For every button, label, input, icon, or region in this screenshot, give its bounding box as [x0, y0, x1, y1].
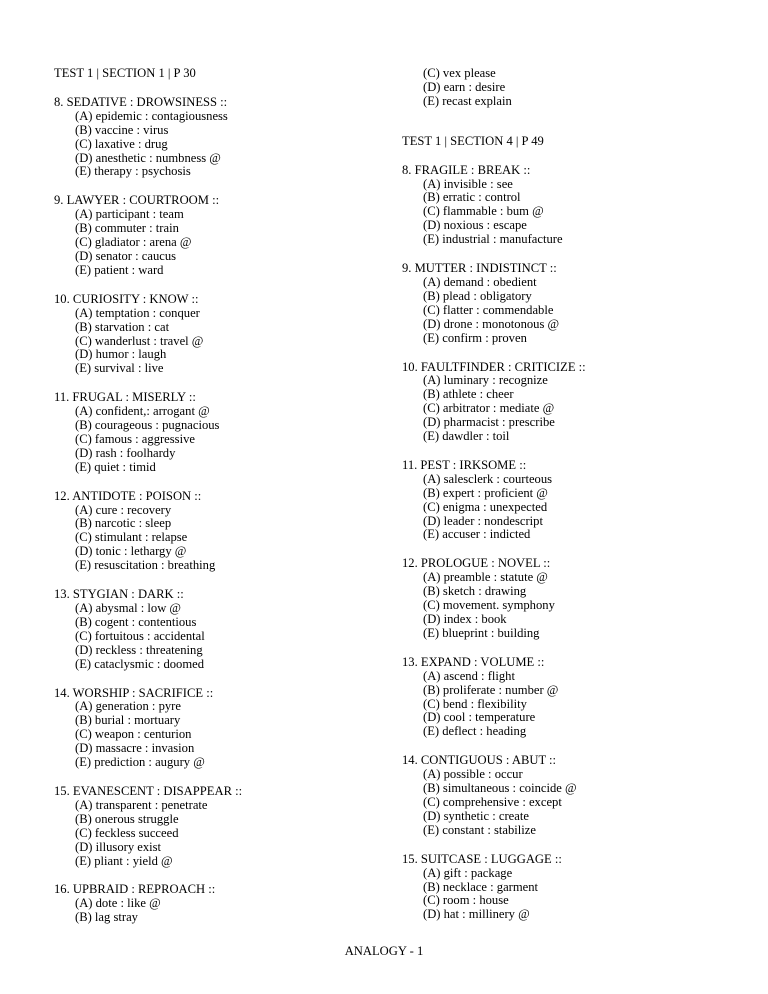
answer-option: (B) athlete : cheer [423, 387, 514, 402]
answer-option: (A) possible : occur [423, 767, 523, 782]
question-stem: 10. FAULTFINDER : CRITICIZE :: [402, 359, 586, 374]
question-stem: 15. EVANESCENT : DISAPPEAR :: [54, 783, 243, 798]
answer-option: (D) leader : nondescript [423, 513, 543, 528]
answer-option: (C) gladiator : arena @ [75, 235, 192, 250]
answer-options [402, 473, 742, 543]
question [54, 293, 384, 376]
question-stem: 11. FRUGAL : MISERLY :: [54, 390, 196, 405]
question [402, 361, 742, 444]
question-list [54, 96, 384, 925]
question-list [402, 164, 742, 923]
answer-option: (E) resuscitation : breathing [75, 558, 216, 573]
answer-option: (B) plead : obligatory [423, 288, 532, 303]
question [402, 853, 742, 923]
question-stem: 13. STYGIAN : DARK :: [54, 587, 184, 602]
answer-option: (C) laxative : drug [75, 136, 168, 151]
answer-option: (B) lag stray [75, 910, 138, 925]
answer-option: (E) dawdler : toil [423, 429, 510, 444]
answer-option: (D) hat : millinery @ [423, 907, 530, 922]
answer-options [402, 768, 742, 838]
answer-option: (C) wanderlust : travel @ [75, 333, 204, 348]
answer-option: (B) proliferate : number @ [423, 682, 559, 697]
question [402, 754, 742, 837]
answer-option: (A) transparent : penetrate [75, 797, 208, 812]
answer-option: (E) accuser : indicted [423, 527, 531, 542]
answer-options [402, 571, 742, 641]
question [402, 459, 742, 542]
answer-option: (D) reckless : threatening [75, 642, 203, 657]
question [402, 656, 742, 739]
answer-option: (C) movement. symphony [423, 598, 555, 613]
answer-option: (A) confident,: arrogant @ [75, 404, 210, 419]
answer-option: (B) narcotic : sleep [75, 516, 172, 531]
question-stem: 12. ANTIDOTE : POISON :: [54, 488, 202, 503]
answer-option: (C) enigma : unexpected [423, 499, 548, 514]
answer-option: (E) cataclysmic : doomed [75, 656, 205, 671]
question-stem: 14. WORSHIP : SACRIFICE :: [54, 685, 214, 700]
answer-option: (A) temptation : conquer [75, 305, 200, 320]
answer-options [54, 799, 384, 869]
answer-option: (B) burial : mortuary [75, 713, 181, 728]
answer-options [54, 897, 384, 925]
answer-options [54, 602, 384, 672]
answer-option: (C) feckless succeed [75, 825, 179, 840]
answer-option: (D) noxious : escape [423, 218, 527, 233]
left-column [54, 67, 384, 940]
answer-option: (E) prediction : augury @ [75, 755, 205, 770]
answer-option: (E) constant : stabilize [423, 822, 536, 837]
answer-options [402, 374, 742, 444]
answer-option: (E) patient : ward [75, 262, 164, 277]
question-stem: 14. CONTIGUOUS : ABUT :: [402, 753, 557, 768]
answer-option: (E) confirm : proven [423, 330, 527, 345]
answer-option: (A) generation : pyre [75, 699, 181, 714]
answer-option: (D) humor : laugh [75, 347, 167, 362]
answer-option: (C) famous : aggressive [75, 431, 195, 446]
answer-option: (D) massacre : invasion [75, 741, 195, 756]
answer-options [402, 670, 742, 740]
section-title: TEST 1 | SECTION 4 | P 49 [402, 133, 544, 148]
answer-options [54, 307, 384, 377]
question [402, 557, 742, 640]
answer-options [54, 110, 384, 180]
answer-options [54, 700, 384, 770]
answer-options [54, 504, 384, 574]
answer-option: (C) fortuitous : accidental [75, 628, 205, 643]
answer-options [54, 208, 384, 278]
page-footer: ANALOGY - 1 [344, 944, 424, 958]
question [54, 391, 384, 474]
answer-options [402, 276, 742, 346]
question [402, 164, 742, 247]
right-column [402, 67, 742, 937]
question-stem: 8. FRAGILE : BREAK :: [402, 162, 531, 177]
answer-option: (C) room : house [423, 893, 509, 908]
answer-option: (D) earn : desire [423, 79, 506, 94]
question [54, 588, 384, 671]
answer-option: (C) arbitrator : mediate @ [423, 401, 555, 416]
question-stem: 15. SUITCASE : LUGGAGE :: [402, 851, 562, 866]
answer-option: (C) weapon : centurion [75, 727, 192, 742]
question [54, 883, 384, 925]
answer-option: (A) demand : obedient [423, 274, 537, 289]
answer-option: (B) erratic : control [423, 190, 521, 205]
question [54, 194, 384, 277]
answer-option: (B) onerous struggle [75, 811, 179, 826]
answer-option: (B) expert : proficient @ [423, 485, 548, 500]
answer-option: (A) preamble : statute @ [423, 570, 548, 585]
answer-option: (A) invisible : see [423, 176, 513, 191]
answer-option: (B) starvation : cat [75, 319, 170, 334]
question [54, 687, 384, 770]
answer-option: (B) sketch : drawing [423, 584, 527, 599]
answer-options [402, 178, 742, 248]
question [54, 785, 384, 868]
answer-option: (D) tonic : lethargy @ [75, 544, 187, 559]
answer-option: (C) comprehensive : except [423, 794, 562, 809]
question-stem: 10. CURIOSITY : KNOW :: [54, 291, 199, 306]
answer-option: (A) epidemic : contagiousness [75, 108, 228, 123]
answer-option: (E) recast explain [423, 93, 512, 108]
answer-option: (E) survival : live [75, 361, 164, 376]
answer-option: (C) stimulant : relapse [75, 530, 188, 545]
answer-option: (C) flammable : bum @ [423, 204, 544, 219]
answer-option: (B) simultaneous : coincide @ [423, 781, 577, 796]
answer-option: (D) anesthetic : numbness @ [75, 150, 221, 165]
answer-option: (E) pliant : yield @ [75, 853, 173, 868]
question-stem: 8. SEDATIVE : DROWSINESS :: [54, 94, 228, 109]
question-stem: 9. MUTTER : INDISTINCT :: [402, 261, 557, 276]
answer-option: (D) cool : temperature [423, 710, 536, 725]
answer-option: (C) vex please [423, 66, 496, 80]
answer-option: (D) index : book [423, 612, 507, 626]
question [54, 96, 384, 179]
answer-option: (A) ascend : flight [423, 668, 515, 683]
answer-option: (A) salesclerk : courteous [423, 471, 553, 486]
answer-option: (C) bend : flexibility [423, 696, 527, 711]
answer-option: (A) dote : like @ [75, 896, 161, 911]
answer-option: (D) illusory exist [75, 839, 162, 854]
answer-option: (D) synthetic : create [423, 808, 529, 823]
question-stem: 13. EXPAND : VOLUME :: [402, 654, 545, 669]
answer-option: (B) commuter : train [75, 221, 179, 236]
answer-option: (E) quiet : timid [75, 459, 156, 474]
answer-option: (B) courageous : pugnacious [75, 418, 220, 433]
answer-option: (E) blueprint : building [423, 625, 540, 640]
question-stem: 11. PEST : IRKSOME :: [402, 457, 527, 472]
answer-option: (A) cure : recovery [75, 502, 172, 517]
answer-option: (C) flatter : commendable [423, 302, 554, 317]
answer-options [54, 405, 384, 475]
continued-options [402, 67, 742, 109]
answer-option: (E) therapy : psychosis [75, 164, 191, 179]
answer-option: (A) participant : team [75, 207, 184, 222]
answer-option: (B) necklace : garment [423, 879, 539, 894]
question-stem: 16. UPBRAID : REPROACH :: [54, 882, 216, 897]
answer-option: (D) senator : caucus [75, 248, 177, 263]
answer-option: (A) abysmal : low @ [75, 601, 182, 615]
answer-option: (A) luminary : recognize [423, 373, 548, 388]
question [54, 490, 384, 573]
answer-option: (B) cogent : contentious [75, 614, 197, 629]
answer-option: (E) industrial : manufacture [423, 232, 563, 247]
answer-option: (B) vaccine : virus [75, 122, 169, 137]
answer-option: (D) rash : foolhardy [75, 445, 176, 460]
answer-options [402, 867, 742, 923]
question-stem: 12. PROLOGUE : NOVEL :: [402, 556, 551, 571]
answer-option: (A) gift : package [423, 865, 513, 880]
answer-option: (E) deflect : heading [423, 724, 527, 739]
answer-option: (D) pharmacist : prescribe [423, 415, 555, 430]
question-stem: 9. LAWYER : COURTROOM :: [54, 193, 220, 208]
section-title: TEST 1 | SECTION 1 | P 30 [54, 66, 196, 80]
answer-option: (D) drone : monotonous @ [423, 316, 560, 331]
question [402, 262, 742, 345]
